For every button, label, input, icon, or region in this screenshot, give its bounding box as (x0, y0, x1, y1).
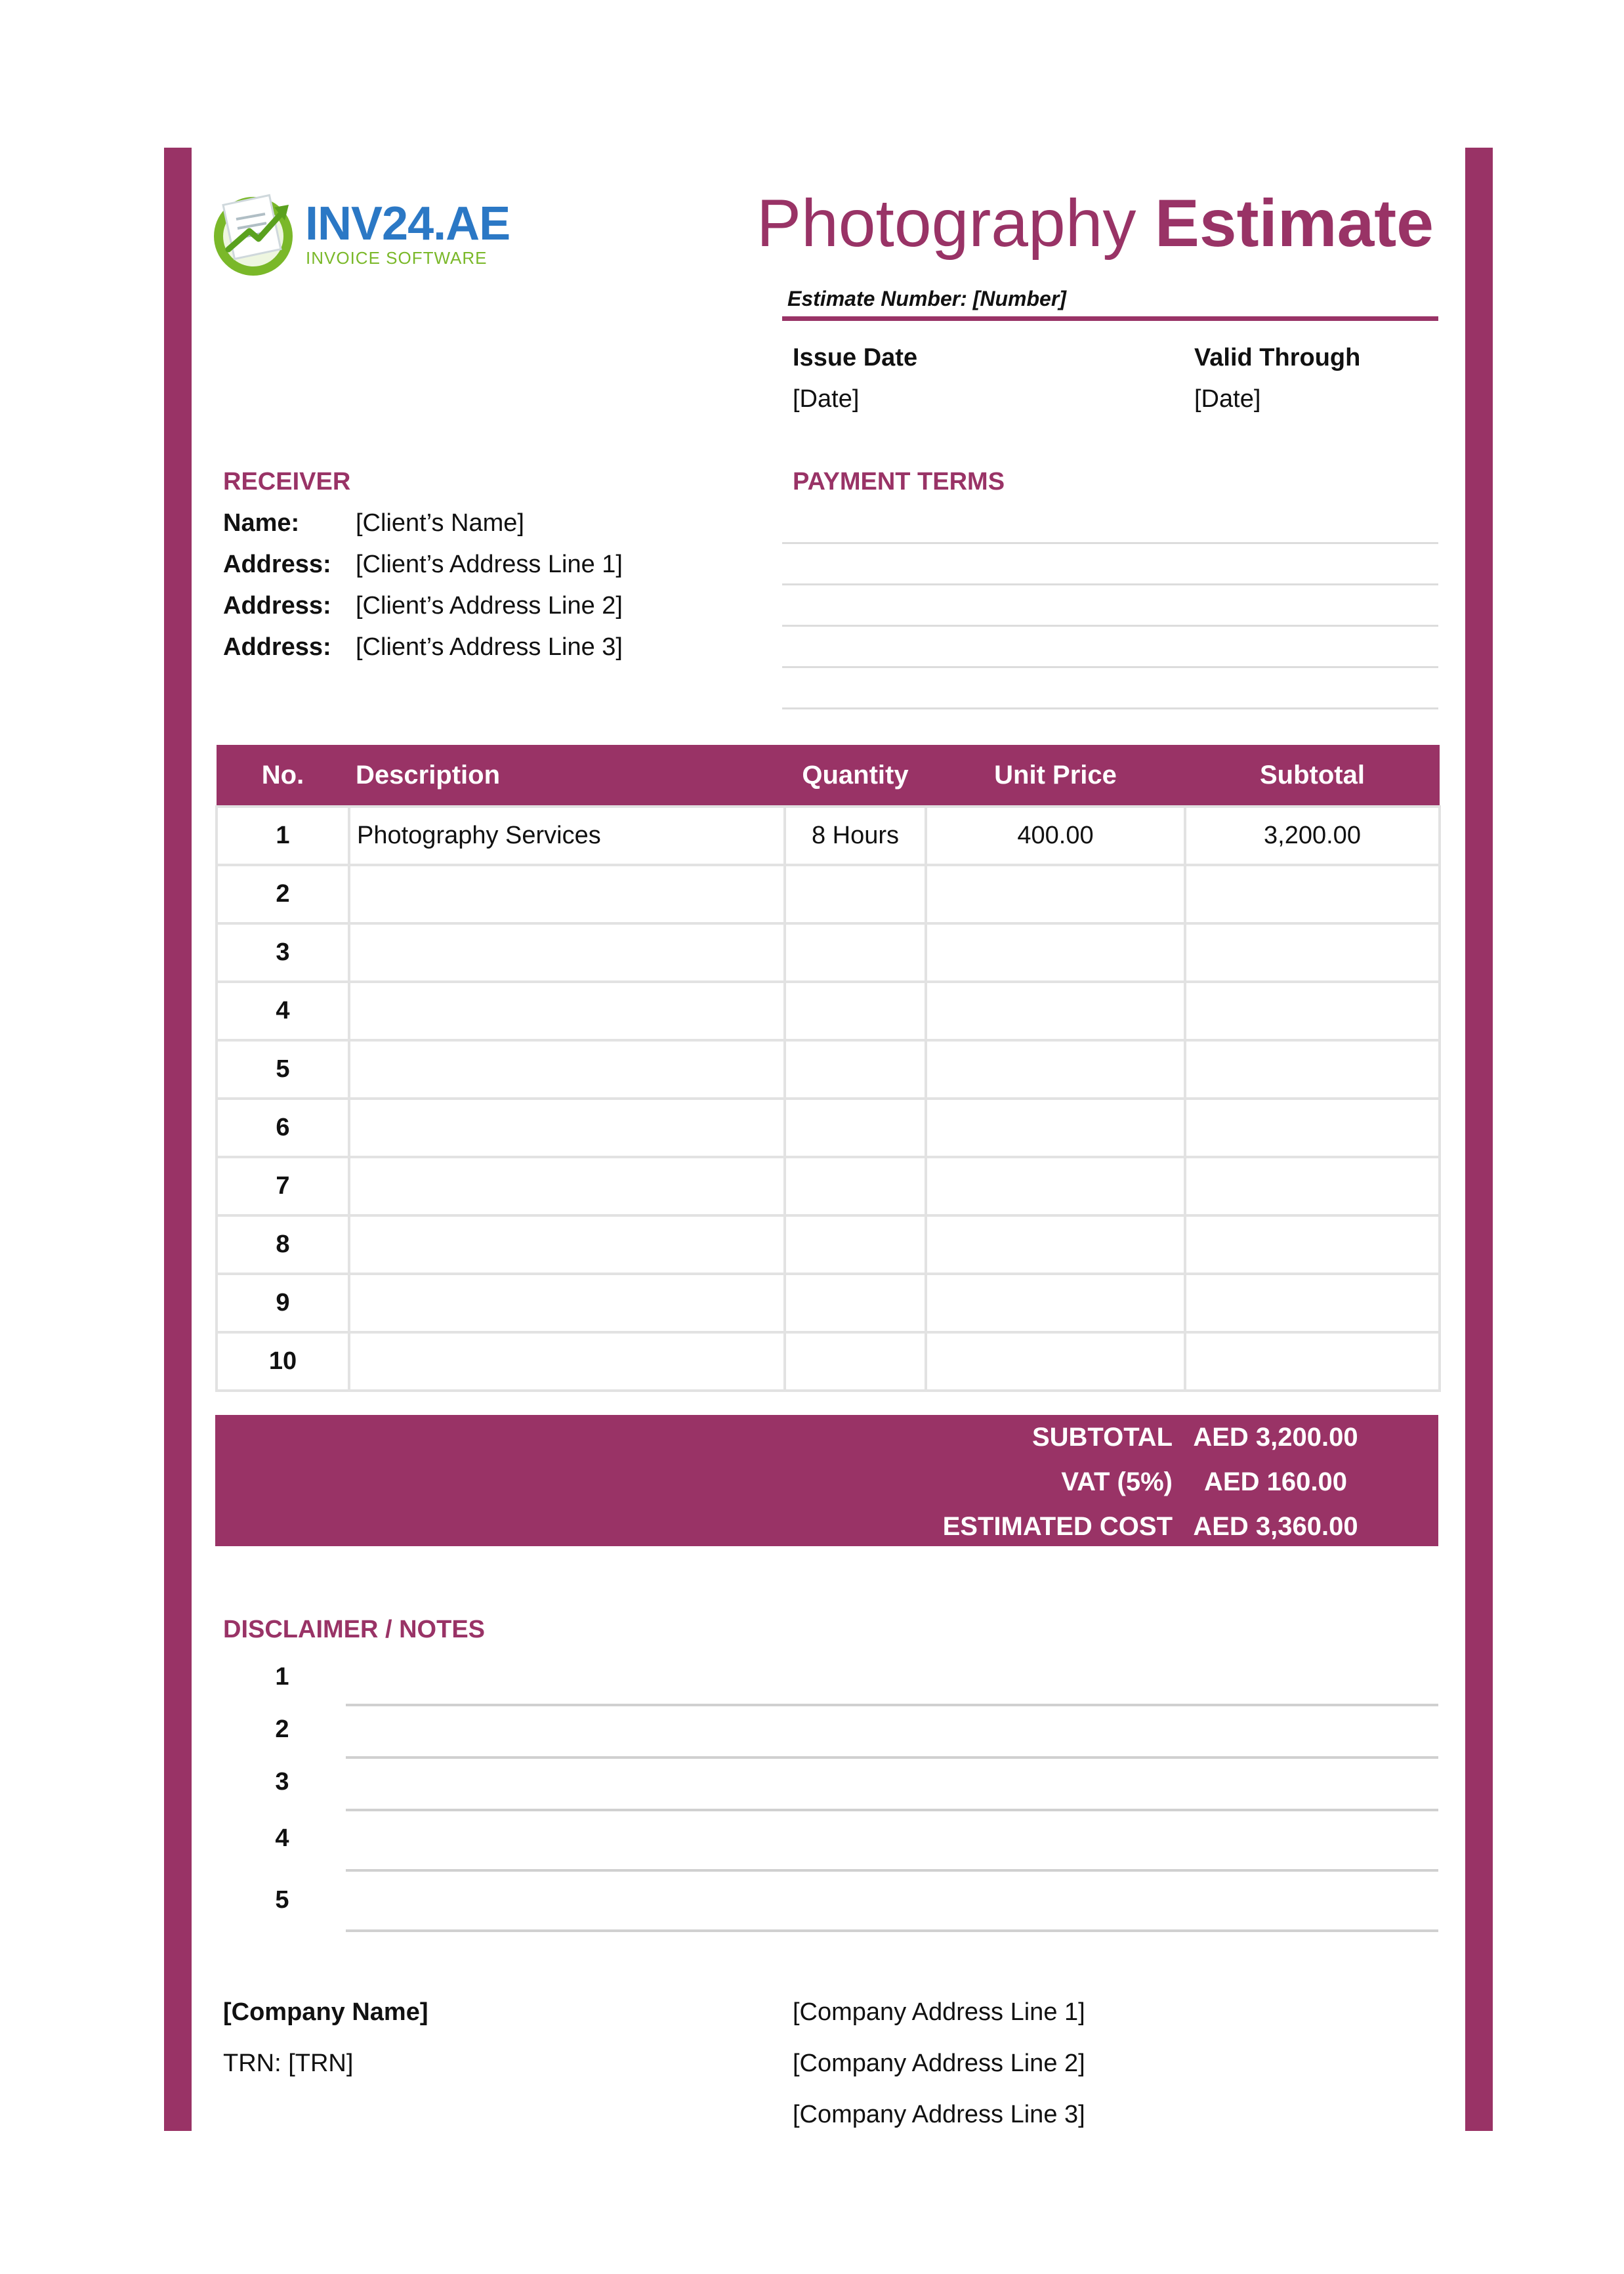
row-subtotal (1185, 923, 1440, 982)
row-description[interactable] (349, 1099, 785, 1157)
row-subtotal (1185, 1099, 1440, 1157)
row-description[interactable] (349, 982, 785, 1040)
estimated-cost-value: AED 3,360.00 (1193, 1512, 1358, 1541)
table-row (217, 1274, 1440, 1332)
row-subtotal (1185, 1040, 1440, 1099)
row-description[interactable] (349, 1040, 785, 1099)
payment-terms-line (782, 542, 1438, 544)
receiver-address-value: [Client’s Address Line 2] (356, 592, 623, 620)
row-unit-price[interactable] (926, 1215, 1185, 1274)
note-number: 4 (275, 1824, 289, 1852)
receiver-address-value: [Client’s Address Line 1] (356, 551, 623, 578)
row-description[interactable]: Photography Services (349, 807, 785, 865)
items-table (215, 745, 1441, 1392)
subtotal-label: SUBTOTAL (1031, 1423, 1173, 1452)
row-number: 1 (217, 807, 349, 865)
row-subtotal (1185, 1332, 1440, 1391)
row-subtotal (1185, 982, 1440, 1040)
row-number: 6 (217, 1099, 349, 1157)
valid-through-label: Valid Through (1194, 344, 1361, 371)
title-light: Photography (757, 186, 1136, 261)
table-row (217, 1099, 1440, 1157)
estimate-number: Estimate Number: [Number] (787, 287, 1066, 310)
row-quantity[interactable] (785, 1274, 926, 1332)
notes-heading: DISCLAIMER / NOTES (223, 1616, 486, 1643)
note-line[interactable] (346, 1929, 1438, 1932)
receiver-name-label: Name: (223, 509, 300, 537)
company-address-line-2: [Company Address Line 2] (793, 2050, 1085, 2077)
column-header-unit-price: Unit Price (926, 745, 1185, 807)
row-unit-price[interactable] (926, 865, 1185, 923)
row-subtotal (1185, 865, 1440, 923)
row-number: 3 (217, 923, 349, 982)
row-quantity[interactable] (785, 1332, 926, 1391)
company-address-line-3: [Company Address Line 3] (793, 2101, 1085, 2128)
row-number: 10 (217, 1332, 349, 1391)
row-quantity[interactable] (785, 1040, 926, 1099)
row-subtotal: 3,200.00 (1185, 807, 1440, 865)
row-description[interactable] (349, 1332, 785, 1391)
estimated-cost-row (215, 1512, 1438, 1555)
row-unit-price[interactable] (926, 1040, 1185, 1099)
totals-panel (215, 1415, 1438, 1546)
table-row (217, 865, 1440, 923)
payment-terms-line (782, 625, 1438, 627)
logo-subtext: INVOICE SOFTWARE (306, 248, 488, 268)
issue-date-label: Issue Date (793, 344, 918, 371)
row-quantity[interactable] (785, 1215, 926, 1274)
note-line[interactable] (346, 1809, 1438, 1811)
table-row (217, 982, 1440, 1040)
row-unit-price[interactable]: 400.00 (926, 807, 1185, 865)
table-row (217, 923, 1440, 982)
column-header-quantity: Quantity (785, 745, 926, 807)
row-number: 9 (217, 1274, 349, 1332)
row-unit-price[interactable] (926, 1099, 1185, 1157)
table-row (217, 1332, 1440, 1391)
row-quantity[interactable] (785, 1099, 926, 1157)
note-line[interactable] (346, 1869, 1438, 1872)
column-header-description: Description (349, 745, 785, 807)
page-title (757, 185, 1434, 262)
payment-terms-line (782, 583, 1438, 585)
row-number: 4 (217, 982, 349, 1040)
receiver-address-label: Address: (223, 592, 331, 620)
vat-label: VAT (5%) (1061, 1467, 1173, 1496)
row-subtotal (1185, 1274, 1440, 1332)
row-quantity[interactable] (785, 923, 926, 982)
payment-terms-line (782, 666, 1438, 668)
table-header-row (217, 745, 1440, 807)
row-description[interactable] (349, 1274, 785, 1332)
row-subtotal (1185, 1157, 1440, 1215)
row-description[interactable] (349, 923, 785, 982)
note-number: 3 (275, 1768, 289, 1796)
logo-text: INV24.AE (305, 198, 510, 250)
company-name: [Company Name] (223, 1998, 428, 2026)
receiver-address-value: [Client’s Address Line 3] (356, 633, 623, 661)
subtotal-value: AED 3,200.00 (1193, 1423, 1358, 1452)
row-unit-price[interactable] (926, 982, 1185, 1040)
company-address-line-1: [Company Address Line 1] (793, 1998, 1085, 2026)
note-number: 1 (275, 1663, 289, 1691)
row-unit-price[interactable] (926, 1332, 1185, 1391)
subtotal-row (215, 1423, 1438, 1466)
table-row (217, 1215, 1440, 1274)
issue-date-value: [Date] (793, 385, 860, 413)
left-accent-bar (164, 148, 192, 2131)
row-unit-price[interactable] (926, 1157, 1185, 1215)
row-number: 7 (217, 1157, 349, 1215)
row-description[interactable] (349, 1157, 785, 1215)
row-quantity[interactable] (785, 1157, 926, 1215)
note-number: 2 (275, 1716, 289, 1743)
note-line[interactable] (346, 1704, 1438, 1706)
title-bold: Estimate (1154, 186, 1434, 261)
receiver-address-label: Address: (223, 551, 331, 578)
logo-icon (209, 185, 301, 277)
title-underline (782, 316, 1438, 321)
row-description[interactable] (349, 1215, 785, 1274)
row-number: 8 (217, 1215, 349, 1274)
receiver-address-label: Address: (223, 633, 331, 661)
row-unit-price[interactable] (926, 1274, 1185, 1332)
row-number: 5 (217, 1040, 349, 1099)
company-trn: TRN: [TRN] (223, 2050, 354, 2077)
table-row (217, 807, 1440, 865)
vat-value: AED 160.00 (1204, 1467, 1347, 1496)
receiver-heading: RECEIVER (223, 468, 351, 495)
estimated-cost-label: ESTIMATED COST (942, 1512, 1173, 1541)
column-header-no: No. (217, 745, 349, 807)
vat-row (215, 1467, 1438, 1511)
table-row (217, 1040, 1440, 1099)
note-line[interactable] (346, 1756, 1438, 1759)
row-quantity[interactable] (785, 865, 926, 923)
row-quantity[interactable]: 8 Hours (785, 807, 926, 865)
right-accent-bar (1465, 148, 1493, 2131)
row-number: 2 (217, 865, 349, 923)
row-description[interactable] (349, 865, 785, 923)
row-quantity[interactable] (785, 982, 926, 1040)
receiver-name-value: [Client’s Name] (356, 509, 524, 537)
row-unit-price[interactable] (926, 923, 1185, 982)
row-subtotal (1185, 1215, 1440, 1274)
payment-terms-heading: PAYMENT TERMS (793, 468, 1005, 495)
column-header-subtotal: Subtotal (1185, 745, 1440, 807)
valid-through-value: [Date] (1194, 385, 1261, 413)
payment-terms-line (782, 707, 1438, 709)
note-number: 5 (275, 1886, 289, 1914)
table-row (217, 1157, 1440, 1215)
